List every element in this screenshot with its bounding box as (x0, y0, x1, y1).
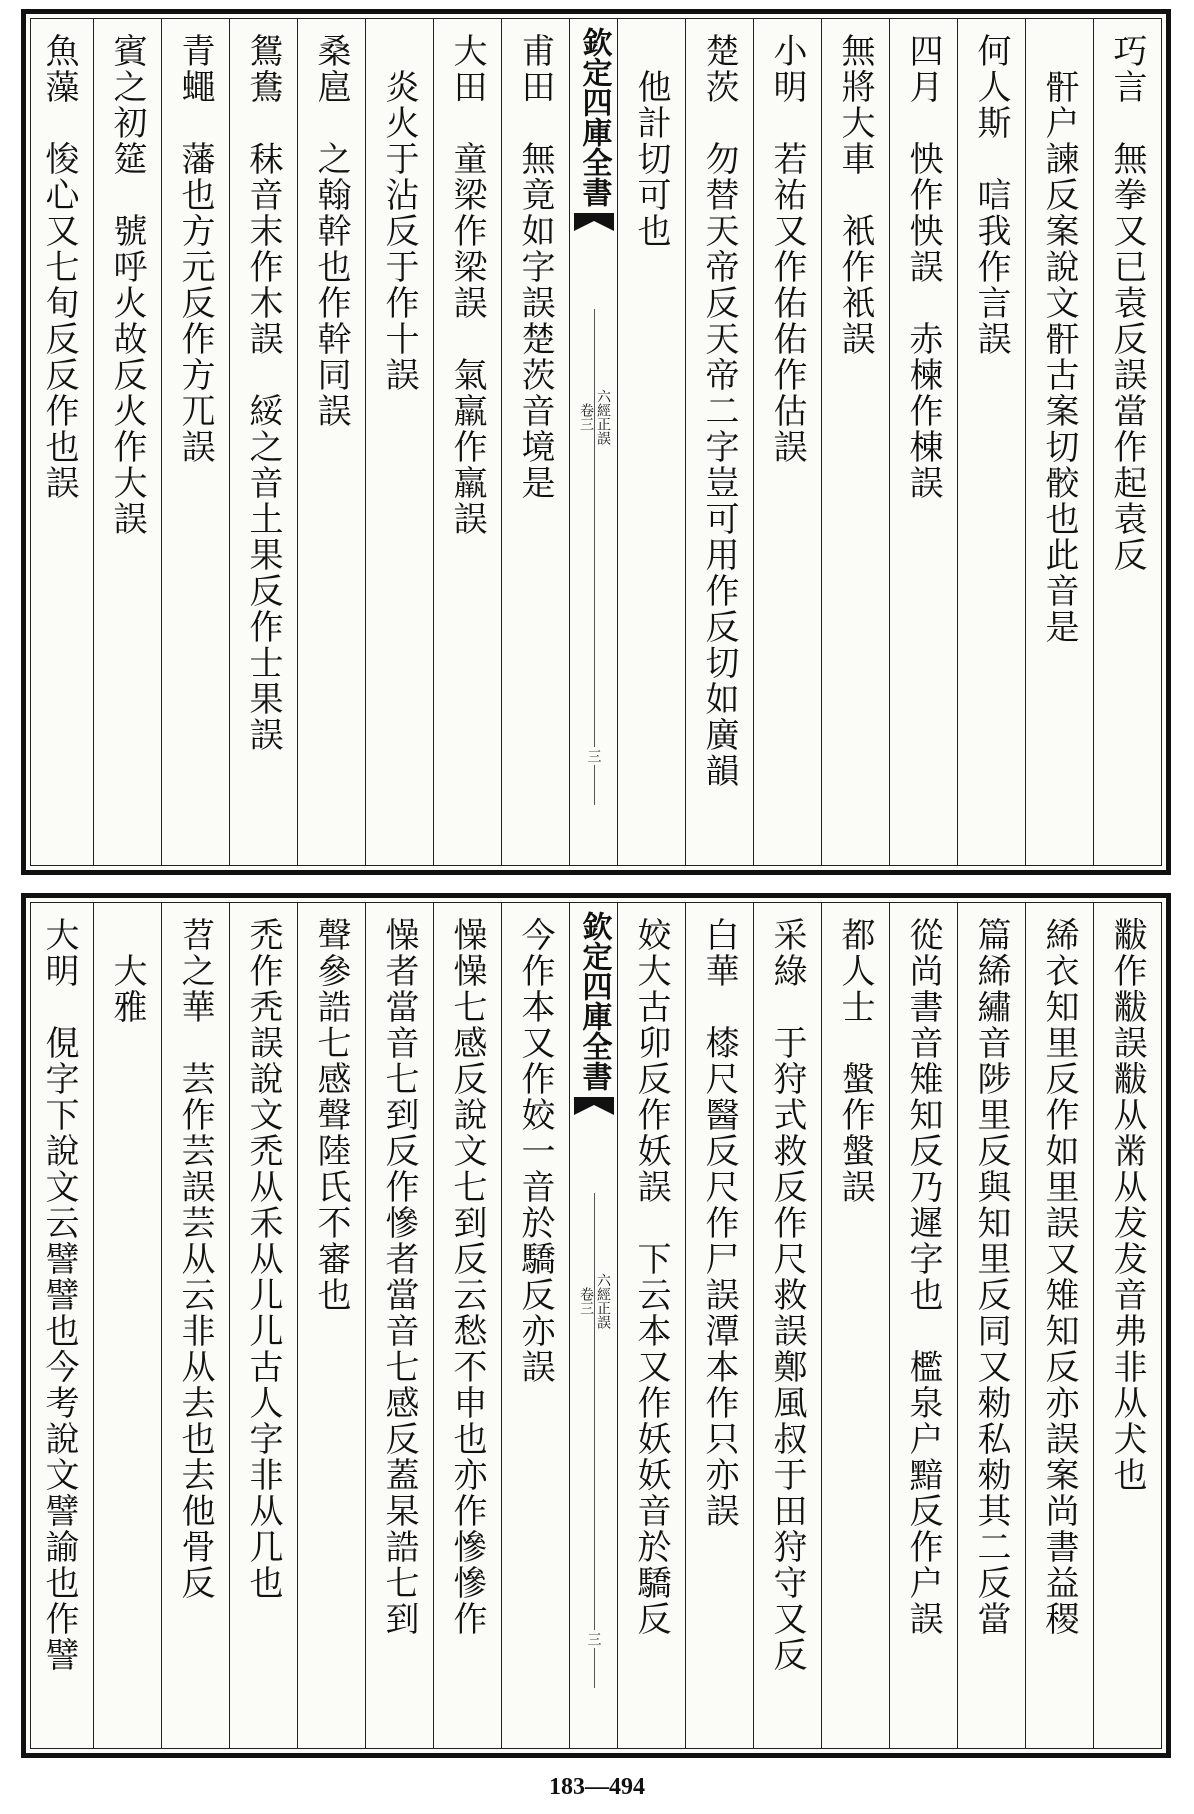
text-column: 大田 童梁作梁誤 氣羸作羸誤 (433, 19, 501, 865)
text-column: 小明 若祐又作佑佑作估誤 (753, 19, 821, 865)
center-spine (569, 903, 617, 1748)
spine-title: 欽定四庫全書 (576, 911, 612, 1091)
text-column: 無將大車 衹作衹誤 (821, 19, 889, 865)
spine-rule (594, 1193, 595, 1688)
top-page-panel (21, 9, 1171, 875)
text-column: 聲參誥七感聲陸氏不審也 (297, 903, 365, 1748)
spine-title: 欽定四庫全書 (576, 27, 612, 207)
text-column: 從尚書音雉知反乃遲字也 檻泉户黯反作户誤 (889, 903, 957, 1748)
spine-book-title: 六經正誤 (595, 389, 611, 445)
top-page-columns (30, 18, 1162, 866)
text-column: 懆者當音七到反作慘者當音七感反蓋杲誥七到 (365, 903, 433, 1748)
text-column: 大雅 (93, 903, 161, 1748)
center-spine (569, 19, 617, 865)
text-column: 今作本又作姣一音於驕反亦誤 (501, 903, 569, 1748)
text-column: 四月 怏作怏誤 赤楝作棟誤 (889, 19, 957, 865)
text-column: 黻作黻誤黻从黹从犮犮音弗非从犬也 (1093, 903, 1161, 1748)
text-column: 苕之華 芸作芸誤芸从云非从去也去他骨反 (161, 903, 229, 1748)
text-column: 巧言 無拳又已袁反誤當作起袁反 (1093, 19, 1161, 865)
text-column: 絺衣知里反作如里誤又雉知反亦誤案尚書益稷 (1025, 903, 1093, 1748)
text-column: 鴛鴦 秣音末作木誤 綏之音土果反作士果誤 (229, 19, 297, 865)
text-column: 楚茨 勿替天帝反天帝二字豈可用作反切如廣韻 (685, 19, 753, 865)
page-reference-number: 183—494 (549, 1774, 645, 1800)
bottom-page-columns (30, 902, 1162, 1749)
text-column: 姣大古卯反作妖誤 下云本又作妖妖音於驕反 (617, 903, 685, 1748)
text-column: 篇絺繡音陟里反與知里反同又勑私勑其二反當 (957, 903, 1025, 1748)
bottom-page-panel (21, 893, 1171, 1758)
text-column: 大明 俔字下說文云譬譬也今考說文譬諭也作譬 (39, 917, 79, 1673)
text-column: 甫田 無竟如字誤楚茨音境是 (501, 19, 569, 865)
text-column: 賓之初筵 號呼火故反火作大誤 (93, 19, 161, 865)
spine-folio: 三 (585, 1632, 602, 1646)
text-column: 青蠅 藩也方元反作方兀誤 (161, 19, 229, 865)
spine-rule (594, 309, 595, 805)
fishtail-ornament-icon (574, 1097, 614, 1123)
text-column: 白華 㯃尺醫反尺作尸誤潭本作只亦誤 (685, 903, 753, 1748)
spine-book-title: 六經正誤 (595, 1273, 611, 1329)
spine-volume: 卷三 (578, 403, 594, 431)
text-column: 他計切可也 (617, 19, 685, 865)
text-column: 懆懆七感反說文七到反云愁不申也亦作慘慘作 (433, 903, 501, 1748)
text-column: 骭户諫反案說文骭古案切骹也此音是 (1025, 19, 1093, 865)
text-column: 采綠 于狩式救反作尺救誤鄭風叔于田狩守又反 (753, 903, 821, 1748)
text-column: 都人士 螌作螌誤 (821, 903, 889, 1748)
text-column: 禿作秃誤說文禿从禾从儿儿古人字非从几也 (229, 903, 297, 1748)
spine-folio: 三 (585, 749, 602, 763)
fishtail-ornament-icon (574, 213, 614, 239)
text-column: 魚藻 悛心又七旬反反作也誤 (39, 33, 79, 501)
text-column: 何人斯 唁我作言誤 (957, 19, 1025, 865)
text-column: 炎火于沾反于作十誤 (365, 19, 433, 865)
text-column: 桑扈 之翰幹也作幹同誤 (297, 19, 365, 865)
spine-volume: 卷三 (578, 1287, 594, 1315)
